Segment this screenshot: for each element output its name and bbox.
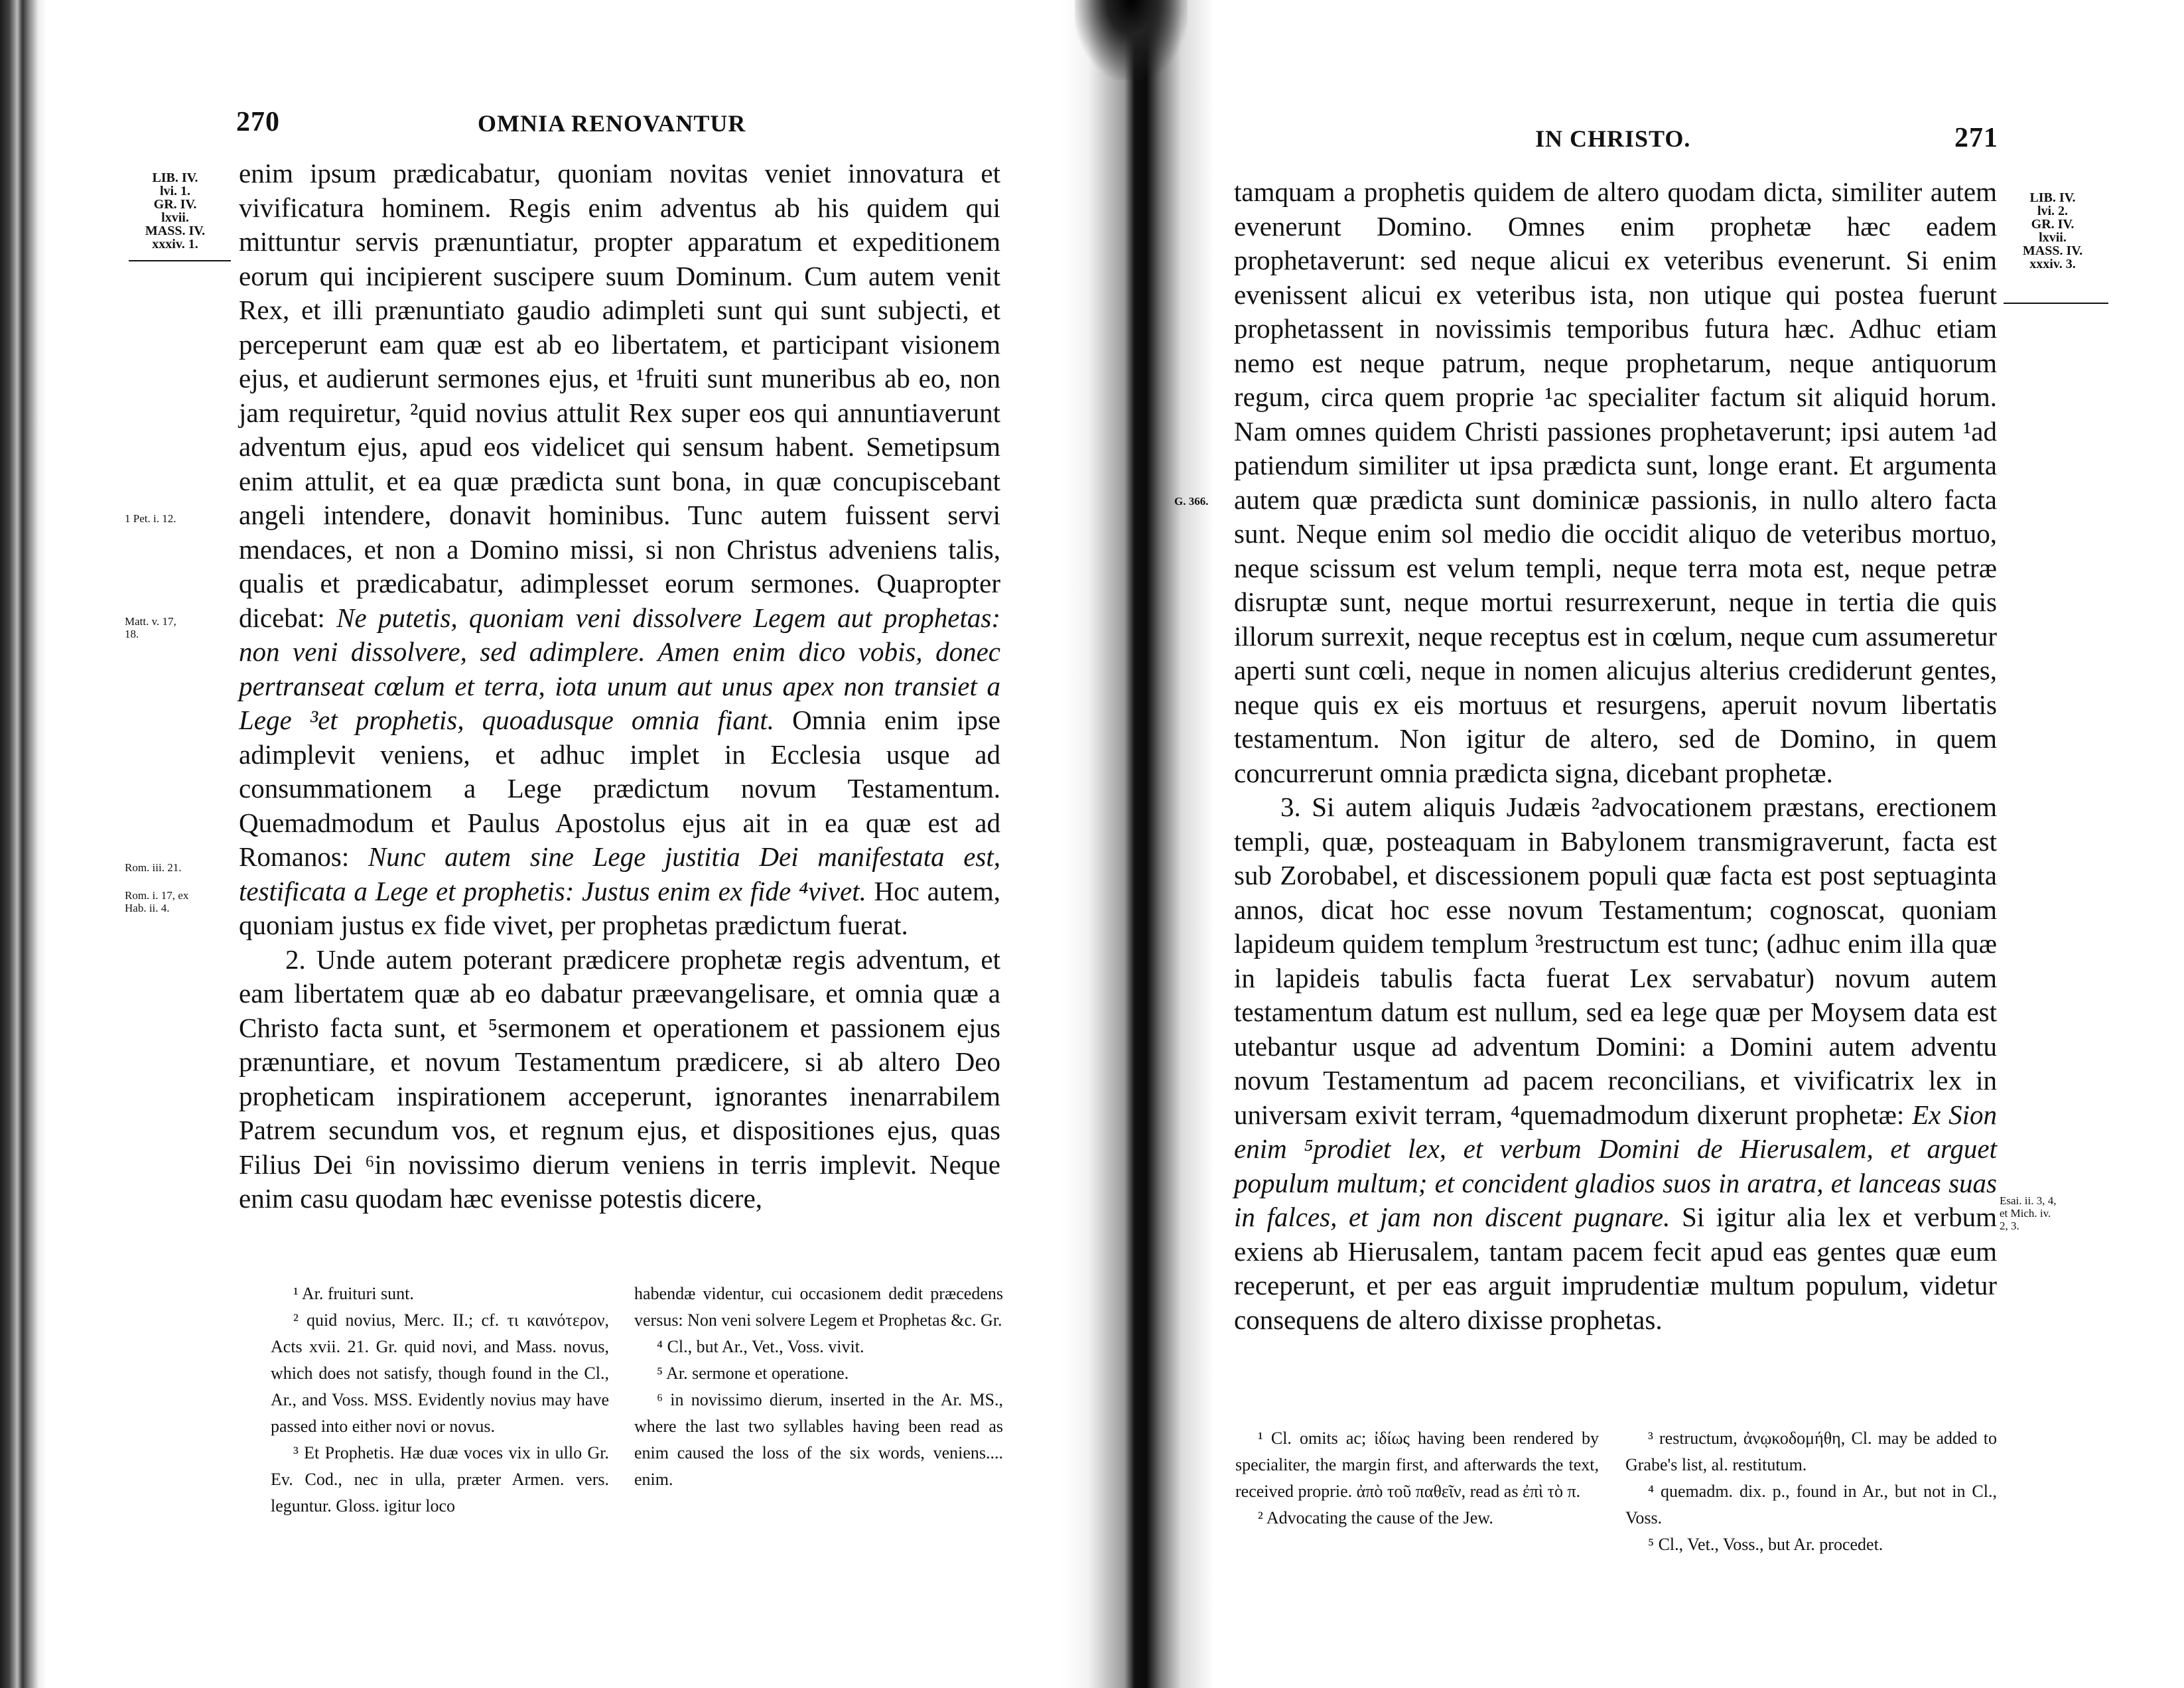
footnote-left-6: ⁶ in novissimo dierum, inserted in the Ar. MS., where the last two syllables having been read as enim caused the loss of the six words, veniens.... enim. [634,1390,1003,1489]
footnote-right-1: ¹ Cl. omits ac; ἰδίως having been rendered by specialiter, the margin first, and afterwards the text, received proprie. ἀπὸ τοῦ παθεῖν, read as ἐπὶ τὸ π. [1235,1429,1599,1501]
margin-book-ref-left: LIB. IV. lvi. 1. GR. IV. lxvii. MASS. IV. xxxiv. 1. [145,171,206,251]
footnote-left-2: ² quid novius, Merc. II.; cf. τι καινότερον, Acts xvii. 21. Gr. quid novi, and Mass. novus, which does not satisfy, though found in the Cl., Ar., and Voss. MSS. Evidently novius may have passed into either novi or novus. [271,1310,609,1436]
footnote-left-3: ³ Et Prophetis. Hæ duæ voces vix in ullo Gr. Ev. Cod., nec in ulla, præter Armen. vers. leguntur. Gloss. igitur loco [271,1443,609,1515]
footnote-left-5: ⁵ Ar. sermone et operatione. [657,1364,849,1383]
footnote-right-2: ² Advocating the cause of the Jew. [1258,1508,1493,1527]
right-footnotes [1235,1425,1997,1591]
footnote-right-4: ⁴ quemadm. dix. p., found in Ar., but not in Cl., Voss. [1625,1482,1997,1527]
left-para-1b: Omnia enim ipse adimplevit veniens, et adhuc implet in Ecclesia usque ad consummationem a Lege prædictum novum Testamentum. Quemadmodum et Paulus Apostolus ejus ait in ea quæ est ad Romanos: [239,705,1000,872]
right-footnotes-col1 [1235,1425,1599,1531]
margin-ref-esai: Esai. ii. 3, 4, et Mich. iv. 2, 3. [2000,1194,2057,1232]
left-para-1c: Hoc autem, quoniam justus ex fide vivet, per prophetas prædictum fuerat. [239,875,1001,940]
running-head-left: OMNIA RENOVANTUR [478,110,746,137]
left-footnotes-col1 [271,1281,609,1519]
margin-book-ref-right: LIB. IV. lvi. 2. GR. IV. lxvii. MASS. IV. xxxiv. 3. [2022,190,2083,271]
left-para-1: enim ipsum prædicabatur, quoniam novitas veniet innovatura et vivificatura hominem. Regis enim adventus ab his quidem qui mittuntur servis prænuntiatur, propter apparatum et expeditionem eorum qui incipierent suscipere suum Dominum. Cum autem venit Rex, et illi prænuntiato gaudio adimpleti sunt qui sunt subjecti, et perceperunt eam quæ est ab eo libertatem, et participant visionem ejus, et audierunt sermones ejus, et ¹fruiti sunt muneribus ab eo, non jam requiretur, ²quid novius attulit Rex super eos qui annuntiaverunt adventum ejus, apud eos videlicet qui sensum habent. Semetipsum enim attulit, et ea quæ prædicta sunt bona, in quæ concupiscebant angeli intendere, donavit hominibus. Tunc autem fuissent servi mendaces, et non a Domino missi, si non Christus adveniens talis, qualis et prædicabatur, adimplesset eorum sermones. Quapropter dicebat: [239,158,1000,633]
margin-rule-right [2004,303,2108,304]
gutter-shadow [1075,0,1188,80]
margin-ref-1pet: 1 Pet. i. 12. [125,512,176,525]
footnote-left-3-cont: habendæ videntur, cui occasionem dedit præcedens versus: Non veni solvere Legem et Prophetas &c. Gr. [634,1284,1003,1330]
left-para-2: 2. Unde autem poterant prædicere prophetæ regis adventum, et eam libertatem quæ ab eo dabatur præevangelisare, et omnia quæ a Christo facta sunt, et ⁵sermonem et operationem et passionem ejus prænuntiare, et novum Testamentum prædicere, si ab altero Deo propheticam inspirationem acceperunt, ignorantes inenarrabilem Patrem secundum vos, et regnum ejus, et dispositiones ejus, quas Filius Dei ⁶in novissimo dierum veniens in terris implevit. Neque enim casu quodam hæc evenisse potestis dicere, [239,944,1000,1214]
center-gutter [1061,0,1214,1688]
left-footnotes [271,1281,1003,1553]
footnote-left-1: ¹ Ar. fruituri sunt. [293,1284,414,1303]
footnote-right-3: ³ restructum, ἀνῳκοδομήθη, Cl. may be added to Grabe's list, al. restitutum. [1625,1429,1997,1474]
right-para-3: 3. Si autem aliquis Judæis ²advocationem præstans, erectionem templi, quæ, posteaquam in Babylonem transmigraverunt, facta est sub Zorobabel, et discessionem populi quæ facta est post septuaginta annos, dicat hoc esse novum Testamentum; cognoscat, quoniam lapideum quidem templum ³restructum est tunc; (adhuc enim illa quæ in lapideis tabulis facta fuerat Lex servabatur) novum autem testamentum datum est nullum, sed ea lege quæ per Moysem data est utebantur usque ad adventum Domini: a Domini autem adventu novum Testamentum ad pacem reconcilians, et vivificatrix lex in universam exivit terram, ⁴quemadmodum dixerunt prophetæ: [1234,792,1997,1130]
margin-ref-matt: Matt. v. 17, 18. [125,615,176,640]
left-main-text [239,157,1000,1216]
margin-rule-left [129,260,231,261]
margin-ref-rom-i: Rom. i. 17, ex Hab. ii. 4. [125,889,189,914]
page-number-left: 270 [236,107,280,137]
right-footnotes-col2 [1625,1425,1997,1558]
margin-ref-rom-iii: Rom. iii. 21. [125,861,182,874]
footnote-right-5: ⁵ Cl., Vet., Voss., but Ar. procedet. [1648,1535,1883,1554]
margin-g-ref: G. 366. [1174,495,1209,508]
left-binding-edge [0,0,46,1688]
left-quote-romans: Nunc autem sine Lege justitia Dei manifestata est, testificata a Lege et prophetis: Justus enim ex fide ⁴vivet. [239,841,1000,906]
right-quote-isaiah: Ex Sion enim ⁵prodiet lex, et verbum Domini de Hierusalem, et arguet populum multum; et concident gladios suos in aratra, et lanceas suas in falces, et jam non discent pugnare. [1234,1099,1998,1232]
footnote-left-4: ⁴ Cl., but Ar., Vet., Voss. vivit. [657,1337,864,1356]
running-head-right: IN CHRISTO. [1535,125,1691,152]
left-quote-matthew: Ne putetis, quoniam veni dissolvere Legem aut prophetas: non veni dissolvere, sed adimplere. Amen enim dico vobis, donec pertranseat cœlum et terra, iota unum aut unus apex non transiet a Lege ³et prophetis, quoadusque omnia fiant. [239,602,1000,735]
right-para-1: tamquam a prophetis quidem de altero quodam dicta, similiter autem evenerunt Domino. Omnes enim prophetæ hæc eadem prophetaverunt: sed neque alicui ex veteribus evenerunt. Si enim evenissent alicui ex veteribus ista, non utique qui postea fuerunt prophetassent in novissimis temporibus futura hæc. Adhuc etiam nemo est neque patrum, neque prophetarum, neque antiquorum regum, circa quem proprie ¹ac specialiter factum sit aliquid horum. Nam omnes quidem Christi passiones prophetaverunt; ipsi autem ¹ad patiendum similiter ut ipsa prædicta sunt, longe erant. Et argumenta autem quæ prædicta sunt dominicæ passionis, in nullo altero facta sunt. Neque enim sol medio die occidit aliquo de veteribus mortuo, neque scissum est velum templi, neque terra mota est, neque petræ disruptæ sunt, neque mortui resurrexerunt, neque in tertia die quis illorum surrexit, neque receptus est in cœlum, neque cum assumeretur aperti sunt cœli, neque in nomen alicujus alterius crediderunt gentes, neque quis ex eis mortuus et resurgens, aperuit novum libertatis testamentum. Non igitur de altero, sed de Domino, in quem concurrerunt omnia prædicta signa, dicebant prophetæ. [1234,176,1997,788]
left-footnotes-col2 [634,1281,1003,1493]
page-number-right: 271 [1954,123,1998,153]
right-main-text [1234,175,1997,1337]
right-para-3b: Si igitur alia lex et verbum exiens ab Hierusalem, tantam pacem fecit apud eas gentes quæ eum receperunt, et per eas arguit imprudentiæ multum populum, videtur consequens de altero dixisse prophetas. [1234,1202,1997,1335]
